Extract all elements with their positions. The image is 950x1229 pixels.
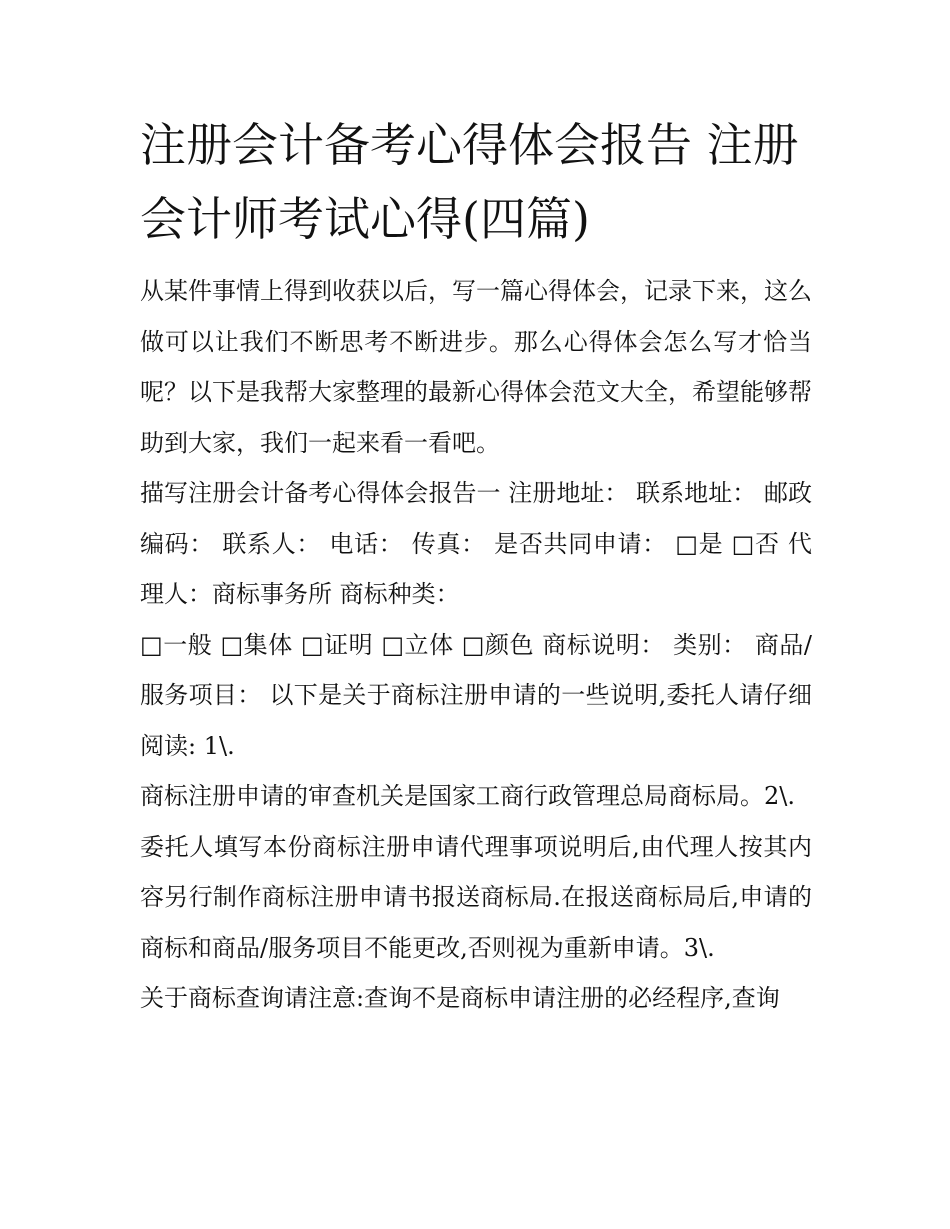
paragraph-review-authority: 商标注册申请的审查机关是国家工商行政管理总局商标局。2\.	[140, 782, 795, 810]
paragraph-application-notes: 委托人填写本份商标注册申请代理事项说明后,由代理人按其内容另行制作商标注册申请书报送商标局.在报送商标局后,申请的商标和商品/服务项目不能更改,否则视为重新申请。3\.	[140, 832, 812, 962]
paragraph-application-form: 描写注册会计备考心得体会报告一 注册地址： 联系地址： 邮政编码： 联系人： 电话： 传真： 是否共同申请： □是 □否 代理人：商标事务所 商标种类：	[140, 479, 812, 608]
document-page	[140, 108, 812, 1024]
document-title: 注册会计备考心得体会报告 注册会计师考试心得(四篇)	[140, 118, 799, 246]
paragraph-intro: 从某件事情上得到收获以后，写一篇心得体会，记录下来，这么做可以让我们不断思考不断进步。那么心得体会怎么写才恰当呢？以下是我帮大家整理的最新心得体会范文大全，希望能够帮助到大家，我们一起来看一看吧。	[140, 277, 812, 457]
paragraph-search-notes: 关于商标查询请注意:查询不是商标申请注册的必经程序,查询	[140, 984, 780, 1012]
paragraph-trademark-types: □一般 □集体 □证明 □立体 □颜色 商标说明： 类别： 商品/服务项目： 以下是关于商标注册申请的一些说明,委托人请仔细阅读: 1\.	[140, 630, 812, 760]
